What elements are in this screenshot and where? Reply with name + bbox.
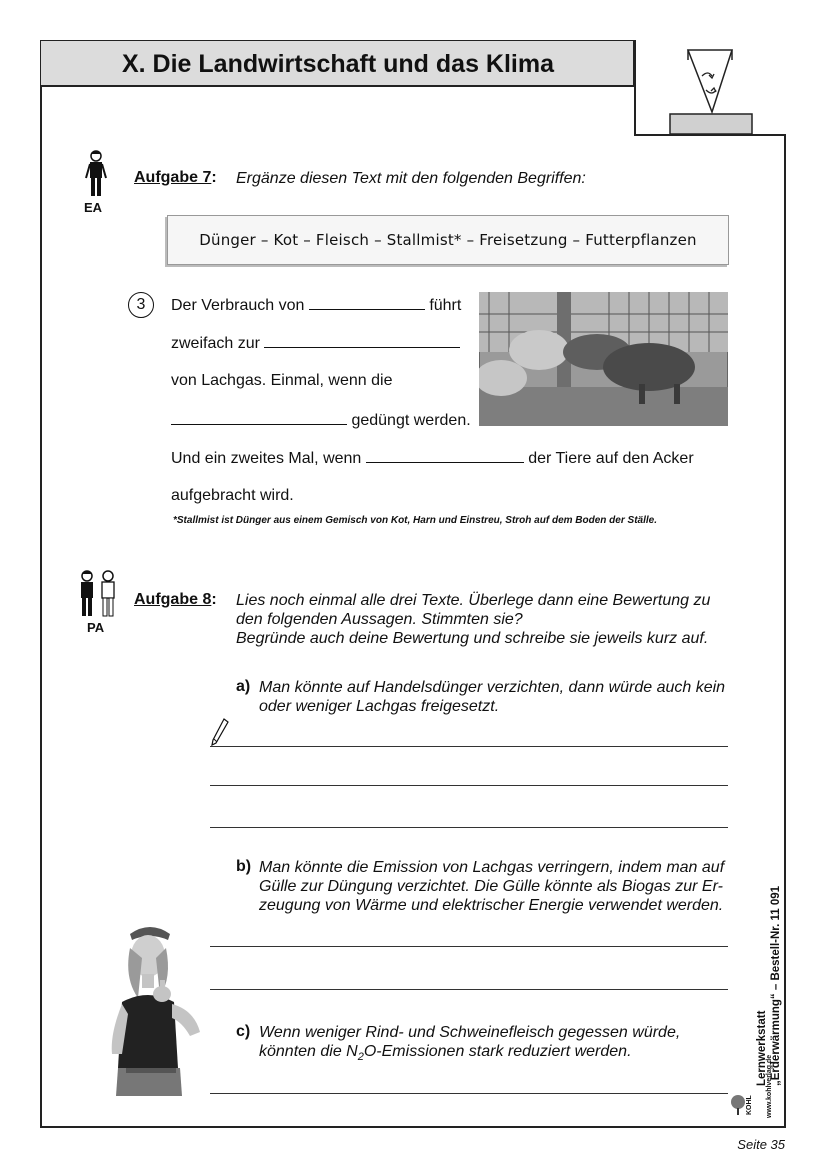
item-b-letter: b) [236, 858, 252, 875]
footnote: *Stallmist ist Dünger aus einem Gemisch von Kot, Harn und Einstreu, Stroh auf dem Boden der Ställe. [173, 515, 657, 526]
task8-heading: Aufgabe 8: [134, 591, 217, 608]
badge-ea: EA [84, 200, 103, 215]
answer-line-b1[interactable] [210, 946, 728, 947]
blank-1[interactable] [309, 295, 425, 310]
sidebar-line-1: Lernwerkstatt [756, 1010, 768, 1086]
item-b-text: Man könnte die Emission von Lachgas verringern, indem man auf Gülle zur Düngung verzichtet. Die Gülle könnte als Biogas zur Er- zeugung von Wärme und elektrischer Energie verwendet werden. [259, 859, 725, 914]
single-student-icon [84, 148, 108, 200]
cloze-line-6: aufgebracht wird. [171, 487, 294, 504]
item-a-letter: a) [236, 678, 251, 695]
item-c-letter: c) [236, 1023, 251, 1040]
word-bank: Dünger – Kot – Fleisch – Stallmist* – Freisetzung – Futterpflanzen [167, 215, 729, 265]
answer-line-c1[interactable] [210, 1093, 728, 1094]
blank-3[interactable] [171, 410, 347, 425]
publisher-url-area [766, 1050, 778, 1118]
cloze-line-4: gedüngt werden. [171, 410, 471, 430]
cloze-line-1: Der Verbrauch von führt [171, 297, 462, 314]
publisher-sidebar [725, 836, 785, 1086]
cloze-line-5: Und ein zweites Mal, wenn der Tiere auf den Acker [171, 450, 694, 467]
page-number: Seite 35 [737, 1137, 785, 1152]
publisher-logo-area [746, 1050, 758, 1115]
publisher-url: www.kohlverlag.de [766, 1054, 773, 1118]
answer-line-a2[interactable] [210, 785, 728, 786]
task7-instruction: Ergänze diesen Text mit den folgenden Begriffen: [236, 170, 586, 187]
task7-heading: Aufgabe 7: [134, 169, 217, 186]
funnel-icon-box [634, 40, 786, 136]
answer-line-a1[interactable] [210, 746, 728, 747]
task8-instruction: Lies noch einmal alle drei Texte. Überlege dann eine Bewertung zu den folgenden Aussagen. Stimmten sie? Begründe auch deine Bewertung und schreibe sie jeweils kurz auf. [236, 592, 711, 647]
pencil-icon [210, 717, 230, 747]
item-c-text: Wenn weniger Rind- und Schweinefleisch gegessen würde, könnten die $N_2O$-Emissionen stark reduziert werden. [259, 1024, 681, 1064]
cloze-line-2: zweifach zur [171, 333, 460, 353]
girl-thumbs-up-photo [108, 922, 208, 1096]
tree-logo-icon [729, 1094, 747, 1116]
pig-photo [479, 292, 728, 426]
publisher-name: KOHL [746, 1095, 753, 1115]
task8-label: Aufgabe 8 [134, 591, 212, 608]
page-title: X. Die Landwirtschaft und das Klima [121, 50, 555, 78]
blank-2[interactable] [264, 333, 460, 348]
answer-line-a3[interactable] [210, 827, 728, 828]
badge-pa: PA [87, 620, 105, 635]
item-a-text: Man könnte auf Handelsdünger verzichten, dann würde auch kein oder weniger Lachgas freigesetzt. [259, 679, 726, 715]
cloze-line-3: von Lachgas. Einmal, wenn die [171, 372, 393, 389]
sidebar-line-2: „Erderwärmung“ – Bestell-Nr. 11 091 [770, 885, 782, 1086]
blank-4[interactable] [366, 448, 524, 463]
task7-label: Aufgabe 7 [134, 169, 212, 186]
funnel-icon [636, 40, 786, 134]
pair-students-icon [76, 568, 120, 620]
answer-line-b2[interactable] [210, 989, 728, 990]
exercise-number: 3 [128, 292, 154, 318]
